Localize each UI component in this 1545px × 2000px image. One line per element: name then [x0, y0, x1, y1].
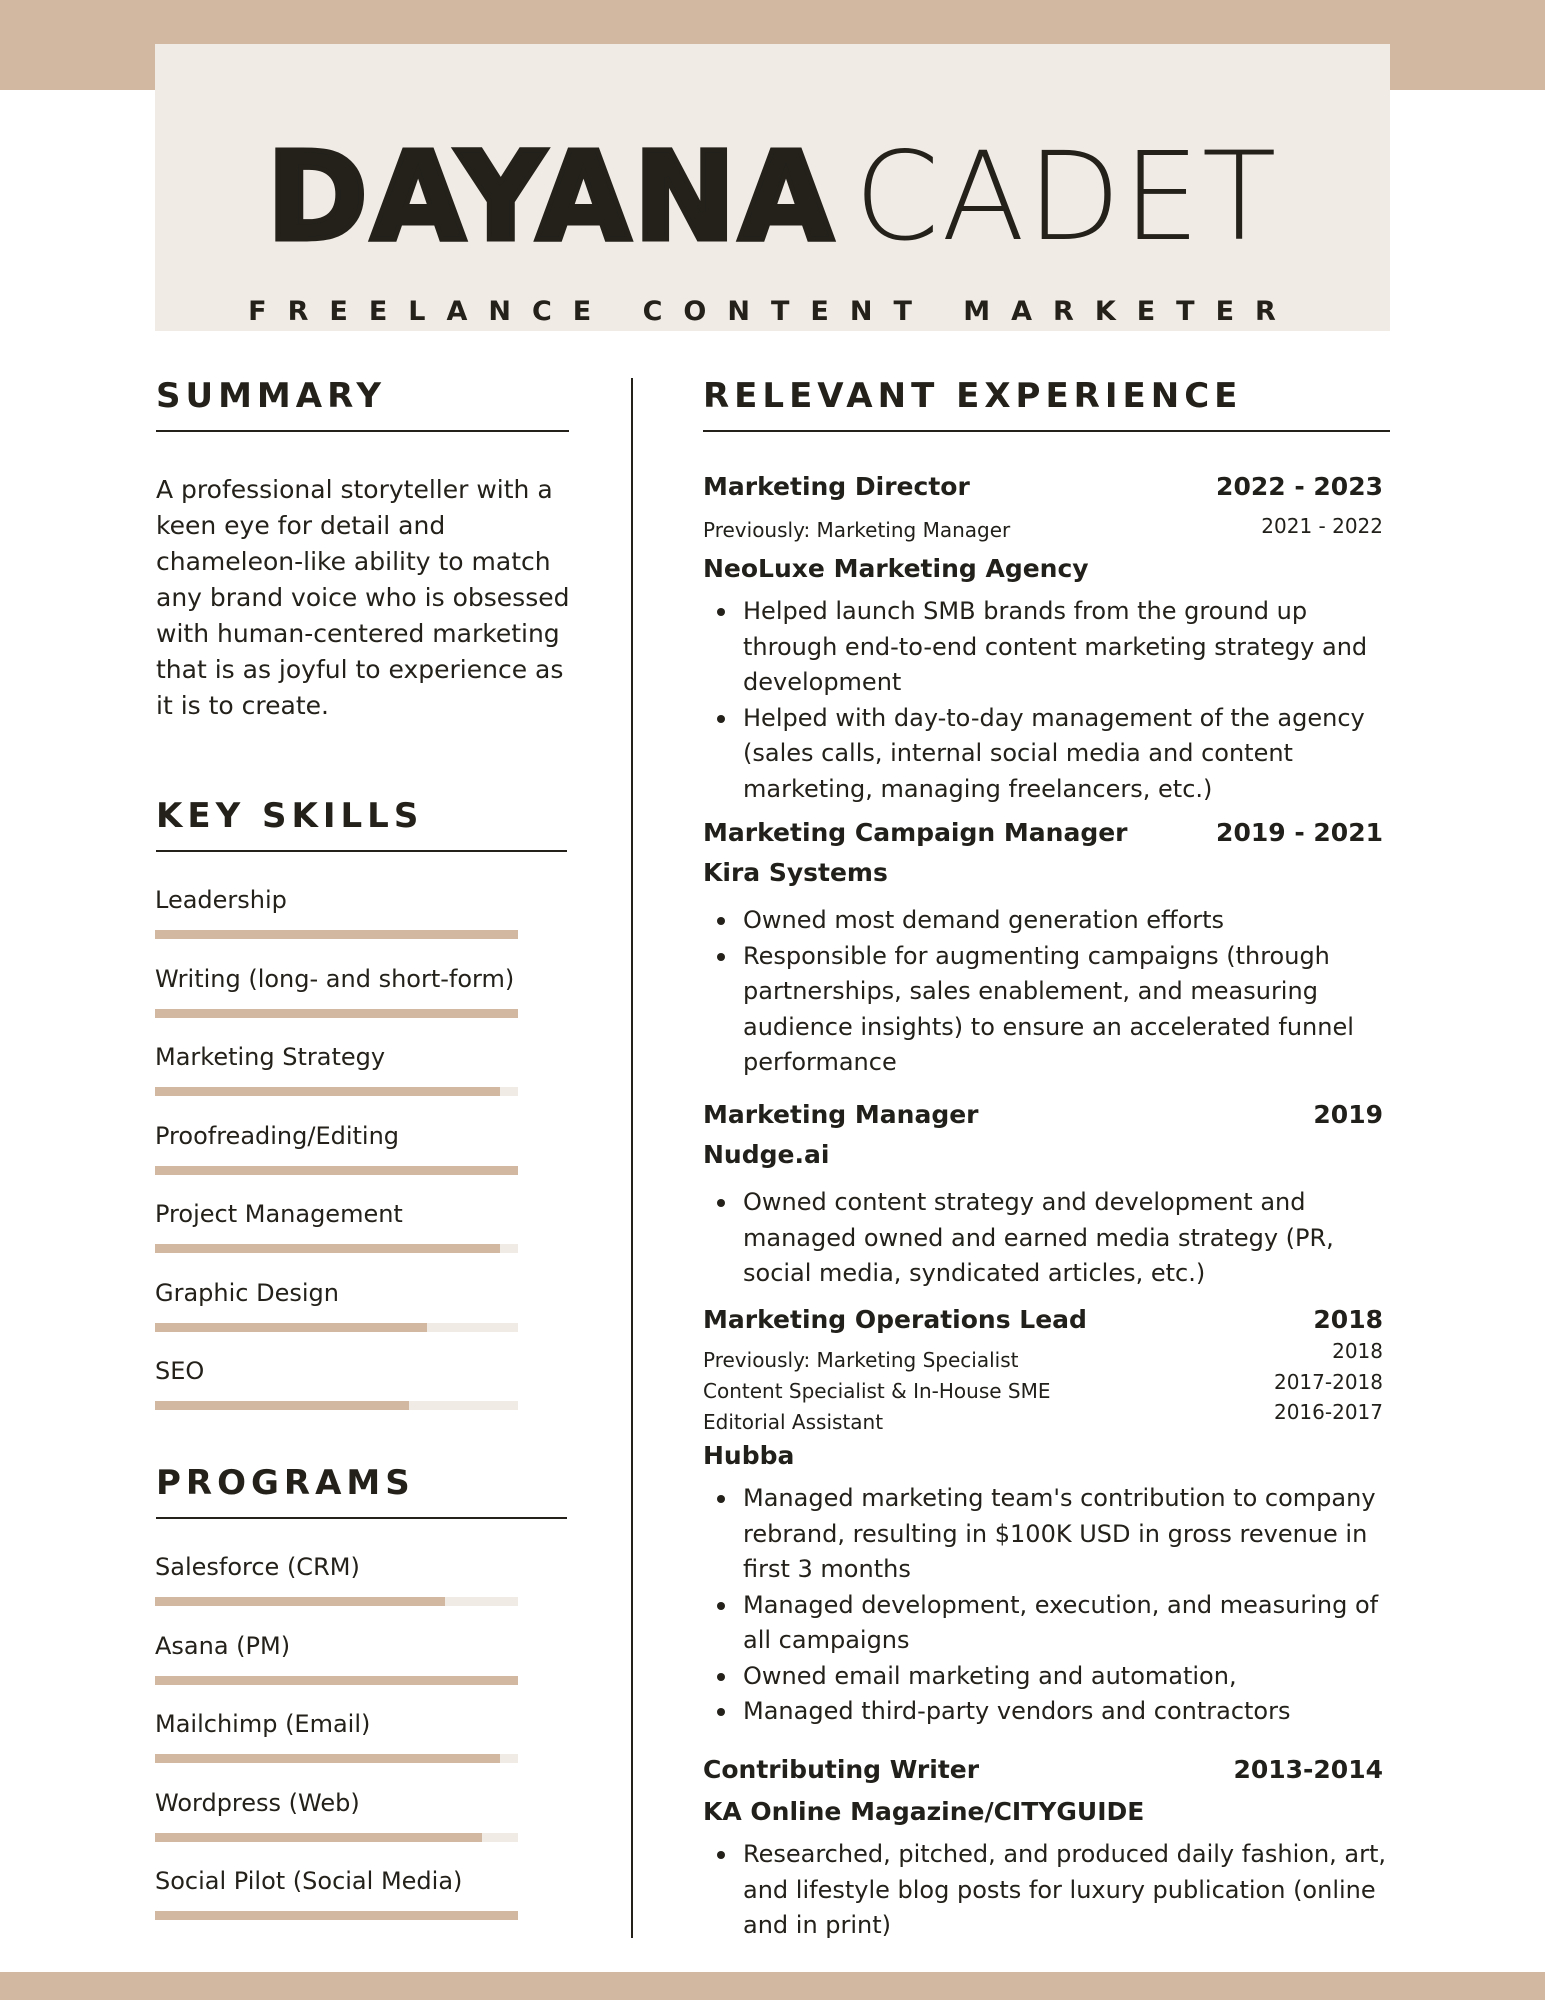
- program-level-fill: [155, 1754, 500, 1763]
- job-bullet: Helped with day-to-day management of the agency (sales calls, internal social media and content marketing, managing freelancers, etc.): [743, 701, 1403, 808]
- header-banner: [155, 44, 1390, 331]
- program-item: [155, 1861, 518, 1901]
- job-date: 2019 - 2021: [1216, 818, 1383, 847]
- job-title: Marketing Director: [703, 472, 970, 501]
- program-item: [155, 1547, 518, 1587]
- job-title: Marketing Campaign Manager: [703, 818, 1128, 847]
- job-title: Marketing Manager: [703, 1100, 979, 1129]
- program-level-track: [155, 1597, 518, 1606]
- skill-item: [155, 1037, 518, 1077]
- skill-level-track: [155, 1087, 518, 1096]
- job-bullet: Owned most demand generation efforts: [743, 903, 1403, 939]
- skill-level-fill: [155, 1009, 518, 1018]
- key-skills-heading: KEY SKILLS: [156, 796, 567, 852]
- skill-level-track: [155, 1323, 518, 1332]
- job-bullet: Managed marketing team's contribution to company rebrand, resulting in $100K USD in gross revenue in first 3 months: [743, 1481, 1403, 1588]
- skill-level-fill: [155, 930, 518, 939]
- skill-label: Graphic Design: [155, 1278, 339, 1307]
- previous-role: Editorial Assistant: [703, 1410, 884, 1434]
- job-title: Marketing Operations Lead: [703, 1305, 1087, 1334]
- program-label: Wordpress (Web): [155, 1788, 360, 1817]
- program-level-fill: [155, 1676, 518, 1685]
- job-bullet: Responsible for augmenting campaigns (through partnerships, sales enablement, and measuring audience insights) to ensure an accelerated funnel performance: [743, 939, 1403, 1081]
- job-date: 2013-2014: [1233, 1755, 1383, 1784]
- skill-level-track: [155, 1009, 518, 1018]
- skill-item: [155, 959, 518, 999]
- skill-item: [155, 1351, 518, 1391]
- last-name: CADET: [854, 126, 1279, 268]
- skill-item: [155, 880, 518, 920]
- summary-heading: SUMMARY: [156, 376, 569, 432]
- job-bullet: Owned email marketing and automation,: [743, 1659, 1403, 1695]
- job-bullets: [703, 1481, 1403, 1730]
- program-item: [155, 1704, 518, 1744]
- job-bullet: Researched, pitched, and produced daily fashion, art, and lifestyle blog posts for luxury publication (online and in print): [743, 1837, 1403, 1944]
- job-date: 2018: [1313, 1305, 1383, 1334]
- previous-role-date: 2018: [1332, 1339, 1383, 1363]
- skill-level-fill: [155, 1244, 500, 1253]
- skill-item: [155, 1194, 518, 1234]
- job-date: 2022 - 2023: [1216, 472, 1383, 501]
- resume-name: [155, 126, 1390, 268]
- skill-level-fill: [155, 1401, 409, 1410]
- job-bullet: Helped launch SMB brands from the ground up through end-to-end content marketing strategy and development: [743, 594, 1403, 701]
- skill-label: SEO: [155, 1357, 205, 1385]
- job-bullet: Owned content strategy and development and managed owned and earned media strategy (PR, social media, syndicated articles, etc.): [743, 1185, 1403, 1292]
- job-bullet: Managed third-party vendors and contractors: [743, 1694, 1403, 1730]
- program-level-fill: [155, 1833, 482, 1842]
- job-bullet: Managed development, execution, and measuring of all campaigns: [743, 1588, 1403, 1659]
- skill-level-fill: [155, 1166, 518, 1175]
- program-label: Asana (PM): [155, 1631, 291, 1660]
- program-level-fill: [155, 1911, 518, 1920]
- program-level-track: [155, 1911, 518, 1920]
- job-subtitle: FREELANCE CONTENT MARKETER: [248, 296, 1297, 327]
- previous-role: Content Specialist & In-House SME: [703, 1379, 1051, 1403]
- program-item: [155, 1626, 518, 1666]
- company-name: NeoLuxe Marketing Agency: [703, 554, 1089, 583]
- programs-heading: PROGRAMS: [156, 1463, 567, 1519]
- previous-role: Previously: Marketing Specialist: [703, 1348, 1019, 1372]
- job-bullets: [703, 1837, 1403, 1944]
- job-date: 2019: [1313, 1100, 1383, 1129]
- skill-label: Proofreading/Editing: [155, 1121, 400, 1150]
- program-level-track: [155, 1833, 518, 1842]
- previous-role-date: 2021 - 2022: [1261, 514, 1383, 538]
- previous-role: Previously: Marketing Manager: [703, 518, 1011, 542]
- skill-label: Leadership: [155, 886, 287, 914]
- bottom-accent-band: [0, 1972, 1545, 2000]
- skill-label: Writing (long- and short-form): [155, 964, 515, 993]
- column-divider: [631, 378, 633, 1938]
- first-name: DAYANA: [266, 126, 837, 268]
- skill-level-fill: [155, 1323, 427, 1332]
- skill-level-track: [155, 1401, 518, 1410]
- program-label: Social Pilot (Social Media): [155, 1867, 463, 1895]
- skill-level-track: [155, 930, 518, 939]
- company-name: Nudge.ai: [703, 1140, 830, 1169]
- program-level-track: [155, 1754, 518, 1763]
- previous-role-date: 2016-2017: [1273, 1400, 1383, 1424]
- program-level-track: [155, 1676, 518, 1685]
- job-bullets: [703, 594, 1403, 807]
- skill-level-track: [155, 1244, 518, 1253]
- program-level-fill: [155, 1597, 445, 1606]
- skill-level-track: [155, 1166, 518, 1175]
- job-title: Contributing Writer: [703, 1755, 980, 1784]
- company-name: Kira Systems: [703, 858, 888, 887]
- program-label: Mailchimp (Email): [155, 1710, 371, 1738]
- skill-label: Marketing Strategy: [155, 1043, 386, 1071]
- company-name: Hubba: [703, 1441, 795, 1470]
- program-item: [155, 1783, 518, 1823]
- skill-item: [155, 1116, 518, 1156]
- previous-role-date: 2017-2018: [1273, 1370, 1383, 1394]
- summary-text: A professional storyteller with a keen eye for detail and chameleon-like ability to match any brand voice who is obsessed with human-centered marketing that is as joyful to experience as it is to create.: [156, 475, 570, 720]
- experience-heading: RELEVANT EXPERIENCE: [703, 376, 1390, 432]
- skill-item: [155, 1273, 518, 1313]
- skill-label: Project Management: [155, 1200, 403, 1228]
- program-label: Salesforce (CRM): [155, 1553, 360, 1581]
- skill-level-fill: [155, 1087, 500, 1096]
- job-bullets: [703, 1185, 1403, 1292]
- company-name: KA Online Magazine/CITYGUIDE: [703, 1797, 1145, 1826]
- job-bullets: [703, 903, 1403, 1081]
